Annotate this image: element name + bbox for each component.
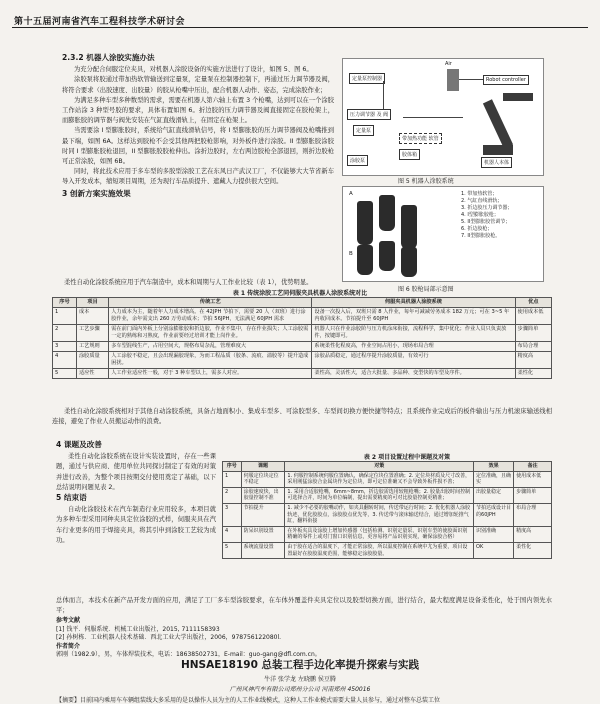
table-cell: 2 [223,487,242,503]
legend-item: 3. 折边胶压力调节器； [461,205,513,211]
next-paper-authors: 牛洋 张学龙 左晓鹏 侯豆腾 [264,676,336,683]
legend-item: 7. II型膨胀胶枪。 [461,233,501,239]
next-paper-affiliation: 广州风神汽车有限公司郑州分公司 河南郑州 450016 [229,686,371,693]
author-heading: 作者简介 [56,642,81,650]
table-cell: 工艺步骤 [76,325,108,342]
fig6-legend [461,191,512,240]
paragraph: 涂胶泵将胶通过带加热软管输送到定量泵，定量泵在控制器控制下，再通过压力调节器及阀，将符合要求（出胶速度、出胶量）的胶从枪嘴中压出，配合机器人动作、姿态，完成涂胶作业； [62,76,334,94]
legend-item: 1. 带加热软管； [461,191,498,197]
fig5-label-air: Air [445,61,452,67]
table-cell: 5 [53,369,77,379]
fig5-pump-unit [447,69,459,91]
table-2-caption: 表 2 项目设置过程中课题及对策 [363,454,451,461]
table-cell: 精度高 [515,352,551,369]
table-cell: 2 [53,325,77,342]
figure-6-caption: 图 6 胶枪局部示意图 [398,286,454,293]
author-info: 郭刚（1982.9），男，车体焊装技术，电话：18638502731，E-mail：guo-gang@dfl.com.cn。 [56,651,321,659]
table-row [53,308,552,325]
table-cell: 1 [223,471,242,487]
table-cell: 步骤简单 [515,325,551,342]
sections-4-5 [56,440,216,546]
next-paper-title: HNSAE18190 总装工程手边化率提升探索与实践 [180,659,420,671]
fig6-label-a: A [349,191,353,197]
table-header-row [223,462,552,472]
table-header: 传统工艺 [109,298,312,308]
fig6-nozzle [357,201,373,245]
table-cell: 人工涂胶不稳定，且会出现漏胶现象，为而工程品质（胶条、流痕、溢胶等）提升造成困扰。 [109,352,312,369]
table-row [223,526,552,542]
table-cell: 涂胶速度快，出胶量控制不准 [241,487,285,503]
table-header: 序号 [53,298,77,308]
table-row [223,487,552,503]
figure-5-caption: 图 5 机器人涂胶系统 [398,178,454,185]
table-cell: 出胶量稳定 [474,487,514,503]
fig5-label-robot-body: 机器人本体 [481,157,512,168]
paragraph: 柔性自动化涂胶系统应用于汽车制造中，成本和周期与人工作业比较（表 1），优势明显。 [64,279,313,286]
references-heading: 参考文献 [56,617,81,624]
table-cell: 1. 减少不必要的胶嘴动作，如夹具翻转时间，传送带运行时间；2. 优化机器人涂胶轨迹，优化胶胶点，涂胶胶点优先等，3. 传送带与滚床输送结合，通过增加轮推气缸，翻料衔接 [285,503,474,526]
table-cell: 4 [223,526,242,542]
table-cell: 在外板夹具及涂胶上增加传感器（包括检测、识别定量泵，识别车型的使胶面识别精确的零件上或对门窗口识别信息，更容易将产品识别实现，确保涂胶合格） [285,526,474,542]
section-heading: 2.3.2 机器人涂胶实施办法 [62,53,155,62]
table-cell: 柔性化 [514,542,552,558]
fig5-connector [383,81,384,109]
fig5-connector [459,79,483,80]
section-heading: 5 结束语 [56,493,87,503]
fig5-label-pressure: 压力调节器 及 阀 [347,109,391,120]
next-paper-abstract: 【摘要】目前国内乘用车车辆组装线大多采用的是以操作人员为主的人工作业线模式，这种人工作业模式需要大量人员参与，通过对整车总装工位 [56,697,441,704]
table-cell: 涂胶品质稳定，通过程序提升涂胶质量，有效可行 [312,352,515,369]
table-cell: 柔性化 [515,369,551,379]
table-cell: OK [474,542,514,558]
fig5-connector [403,117,463,118]
table-cell: 需在前门面内外板上分别涂膨胀胶和折边胶，作业不集中，存在作业损失；人工涂胶需一定的熟练和习熟度，作业前要经过培训才能上岗作业。 [109,325,312,342]
table-cell: 设备一次投入后，双班只需 8 人作业，每年可减减劳务成本 182 万元；可在 3~5 年内收回成本。节拍提升至 60JPH [312,308,515,325]
table-cell: 步骤简单 [514,487,552,503]
fig6-nozzle [357,245,373,275]
table-header: 对策 [285,462,474,472]
table-cell: 系统流量设置 [241,542,285,558]
table-cell: 柔性高，灵活性大，适合大批量、多品种、变型快的车型及序件。 [312,369,515,379]
journal-header: 第十五届河南省汽车工程科技学术研讨会 [14,17,186,27]
table-cell: 布局合理 [515,342,551,352]
table-cell: 人力成本为主，随着年人力成本增高。在 42JPH 节拍下，需要 20 人（双班）进行涂胶作业，余年需支出 260 万劳动成本；节拍 56JPH，无法满足 60JPH 需求 [109,308,312,325]
table-header: 课题 [241,462,285,472]
table-cell: 机器人只在作业涂胶阶与压力机涂床衔接，流程科学，集中优化；作业人员只负责放件，按键即可。 [312,325,515,342]
table-2 [222,461,552,559]
fig5-robot-forearm [503,93,533,101]
table-row [223,471,552,487]
legend-item: 5. II型膨胀胶管调节； [461,219,511,225]
paragraph: 同时，将此技术应用于多车型的多胶型涂胶工艺在东风日产武汉工厂，不仅能够大大节省新车导入开发成本，缩短项目周期，还为现行车品质提升、遮藏人力提供很大空间。 [62,168,334,186]
table-header: 效果 [474,462,514,472]
table-row [223,503,552,526]
fig5-label-glue-box: 胶体箱 [399,149,420,160]
fig5-label-robot-controller: Robot controller [483,75,529,85]
fig5-label-heated-hose: 带加热功能 软管 [399,133,442,144]
legend-item: 4. I型膨胀胶枪； [461,212,499,218]
reference-item: [1] 钱平．伺服系统．机械工业出版社，2015, 7111158393 [56,625,220,633]
table-cell: 人工作业适应性一般，对于 3 种车型以上，需多人对应。 [109,369,312,379]
table-cell: 3 [53,342,77,352]
table-cell: 精度高 [514,526,552,542]
paragraph: 为满足多种车型多种数型的需求，需要在机器人第六轴上布置 3 个枪嘴，达到可以在一个涂胶工作站涂 3 种型号胶的要求，具体布置如图 6。折边胶的压力调节器及阀直接固定在胶枪架上，而膨胀胶的调节器与阀先安装在气缸直线滑轨上，在固定在枪架上。 [62,96,334,125]
fig5-label-qty-pump: 定量泵 [353,125,374,136]
table-cell: 5 [223,542,242,558]
fig6-nozzle [401,205,417,249]
section-3-intro [52,278,552,288]
table-header: 备注 [514,462,552,472]
header-rule [12,27,588,28]
table-1-caption: 表 1 传统涂胶工艺同伺服夹具机器人涂胶系统对比 [232,290,368,297]
table-row [53,369,552,379]
legend-item: 6. 折边胶枪； [461,226,493,232]
fig5-robot-arm [483,99,513,149]
table-row [223,542,552,558]
table-header: 优点 [515,298,551,308]
table-1 [52,297,552,379]
table-cell: 3 [223,503,242,526]
section-2-3-2 [62,53,334,201]
table-cell: 定位准确，且确实 [474,471,514,487]
figure-5-robot-glue-system [342,58,544,176]
table-cell: 工艺规则 [76,342,108,352]
table-header: 序号 [223,462,242,472]
paragraph: 当需要涂 I 型膨胀胶时，系统给气缸直线滑轨信号，将 I 型膨胀胶的压力调节器阀及枪嘴推到最下端，如图 6A。这样达到胶枪不会受其他两把胶枪影响，对外板件进行涂胶。II 型膨胀胶涂胶时同 I 型膨胀胶枪退回，II 型膨胀胶胶枪伸出。涂折边胶时，左右两边胶枪全部退回，则折边胶枪可正常涂胶，如图 6B。 [62,127,334,166]
paragraph: 自动化涂胶技术在汽车制造行业应用较多，本项目就为多种车型采用同种夹具定位涂胶的式样，伺服夹具在汽车行业更多的用于焊接夹具，将其引申到涂胶工艺较为成功。 [56,506,216,544]
table-cell: 1 [53,308,77,325]
legend-item: 2. 气缸直线滑轨； [461,198,503,204]
table-cell: 1. 伺服控制系统伺服位置确认，确保定位块位置准确；2. 定位块材质及尺寸改善，采用刚猛涂胶合金属块作为定位块，即可定位准确又不会导致外板件损不善； [285,471,474,487]
table-cell: 适应性 [76,369,108,379]
summary-paragraph [52,407,552,427]
table-cell: 成本 [76,308,108,325]
table-cell: 布局合理 [514,503,552,526]
table-cell: 1. 采用合适胶枪嘴，6mm~8mm，折边胶需选用较粗枪嘴；2. 胶量出胶时间控制可选择合并，时间为单位编制，提出需要精度的可对比胶量控制更精准； [285,487,474,503]
references [56,617,556,660]
paragraph: 柔性自动化涂胶系统在设计实装设置时，存在一些课题，通过与供应商、使用单位共同探讨制定了有效的对策并进行改善，为整个项目按期交付使用奠定了基础，以下总结说明问题见表 2。 [56,453,216,491]
figure-6-nozzle-detail [342,186,544,282]
table-cell: 系统柔性化程度高，作业空间占用小，现场布局合理 [312,342,515,352]
table-cell: 4 [53,352,77,369]
table-cell: 节拍达成设计目的60JPH [474,503,514,526]
table-row [53,352,552,369]
table-header: 伺服夹具机器人涂胶系统 [312,298,515,308]
table-cell: 识别准确 [474,526,514,542]
table-header-row [53,298,552,308]
section-heading: 3 创新方案实施效果 [62,188,131,198]
table-cell: 涂胶质量 [76,352,108,369]
fig6-label-b: B [349,251,353,257]
fig5-label-controller: 定量泵控制器 [349,73,385,84]
fig5-label-glue-pump: 涂胶泵 [347,155,368,166]
paragraph: 柔性自动化涂胶系统相对于其他自动涂胶系统，具备占地面积小、集成车型多、可涂胶型多、车型间切换方便快捷等特点；且系统作业完成后的板件输出与压力机滚床输送线相连接，避免了作业人员搬运动作的浪费。 [52,408,552,425]
fig6-nozzle [379,241,395,271]
table-header: 项目 [76,298,108,308]
conclusion-tail [56,596,552,616]
table-row [53,325,552,342]
table-cell: 节拍提升 [241,503,285,526]
fig5-robot-base [483,145,513,155]
paragraph: 总体而言，本技术在新产品开发方面的应用，满足了工厂多车型涂胶要求，在车体外覆盖件夹具定位以及胶型切换方面，进行结合，最大程度满足设备柔性化，处于国内领先水平； [56,597,552,614]
table-cell: 使用成本低 [514,471,552,487]
paragraph: 为充分配合伺服定位夹具，对机器人涂胶设备的实施方法进行了设计，如图 5、图 6。 [74,66,313,74]
table-row [53,342,552,352]
fig6-nozzle [401,247,417,277]
table-cell: 防呆识别设置 [241,526,285,542]
section-heading: 4 课题及改善 [56,440,102,449]
table-cell: 伺服定位块定位不稳定 [241,471,285,487]
table-cell: 多车型混线生产，占用空间大，规格布局杂乱，管理难度大 [109,342,312,352]
table-cell: 由于胶在适合的温度下，才能正常涂胶，所以温度控制在系统中尤为重要，项目设置最好在胶胶温度范围，能够稳定涂胶胶量。 [285,542,474,558]
table-cell: 使用成本低 [515,308,551,325]
fig6-nozzle [379,195,395,231]
reference-item: [2] 孙树栋．工业机器人技术基础．西北工业大学出版社，2006，978756122080l. [56,634,282,642]
